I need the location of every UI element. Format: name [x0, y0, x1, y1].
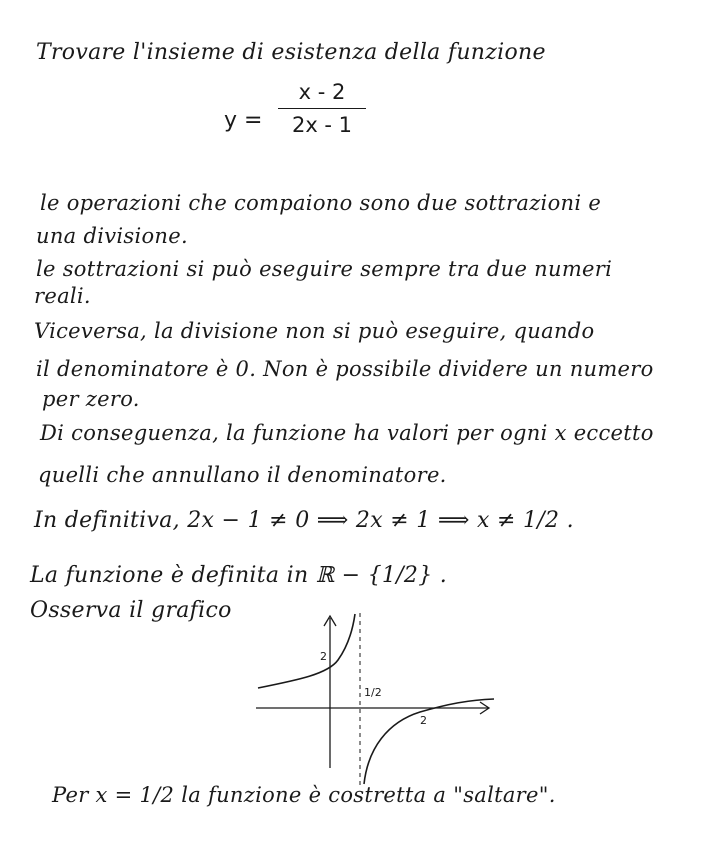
text-line-6: il denominatore è 0. Non è possibile dividere un numero [36, 357, 654, 381]
curve-left-branch [258, 614, 355, 688]
equation-lhs: y = [224, 108, 263, 133]
y-intercept-label: 2 [320, 650, 327, 663]
equation-fraction [272, 80, 372, 137]
equation-denominator: 2x - 1 [291, 113, 353, 137]
text-line-8: Di conseguenza, la funzione ha valori per ogni x eccetto [40, 421, 654, 445]
text-line-1: le operazioni che compaiono sono due sottrazioni e [40, 191, 602, 215]
text-line-9: quelli che annullano il denominatore. [38, 463, 447, 487]
observe-line: Osserva il grafico [30, 598, 232, 623]
asymptote-label: 1/2 [364, 686, 382, 699]
equation-numerator: x - 2 [298, 80, 346, 104]
function-graph [248, 608, 498, 788]
text-line-2: una divisione. [36, 224, 188, 248]
curve-right-branch [364, 699, 494, 784]
text-line-7: per zero. [42, 387, 140, 411]
domain-line: La funzione è definita in ℝ − {1/2} . [30, 563, 448, 588]
text-line-4: reali. [34, 284, 91, 308]
text-line-5: Viceversa, la divisione non si può eseguire, quando [34, 319, 595, 343]
text-line-3: le sottrazioni si può eseguire sempre tra due numeri [36, 257, 613, 281]
conclusion-line: In definitiva, 2x − 1 ≠ 0 ⟹ 2x ≠ 1 ⟹ x ≠ 1/2 . [34, 508, 574, 533]
x-intercept-label: 2 [420, 714, 427, 727]
title-line: Trovare l'insieme di esistenza della funzione [36, 40, 546, 65]
footer-line: Per x = 1/2 la funzione è costretta a "saltare". [52, 783, 556, 807]
